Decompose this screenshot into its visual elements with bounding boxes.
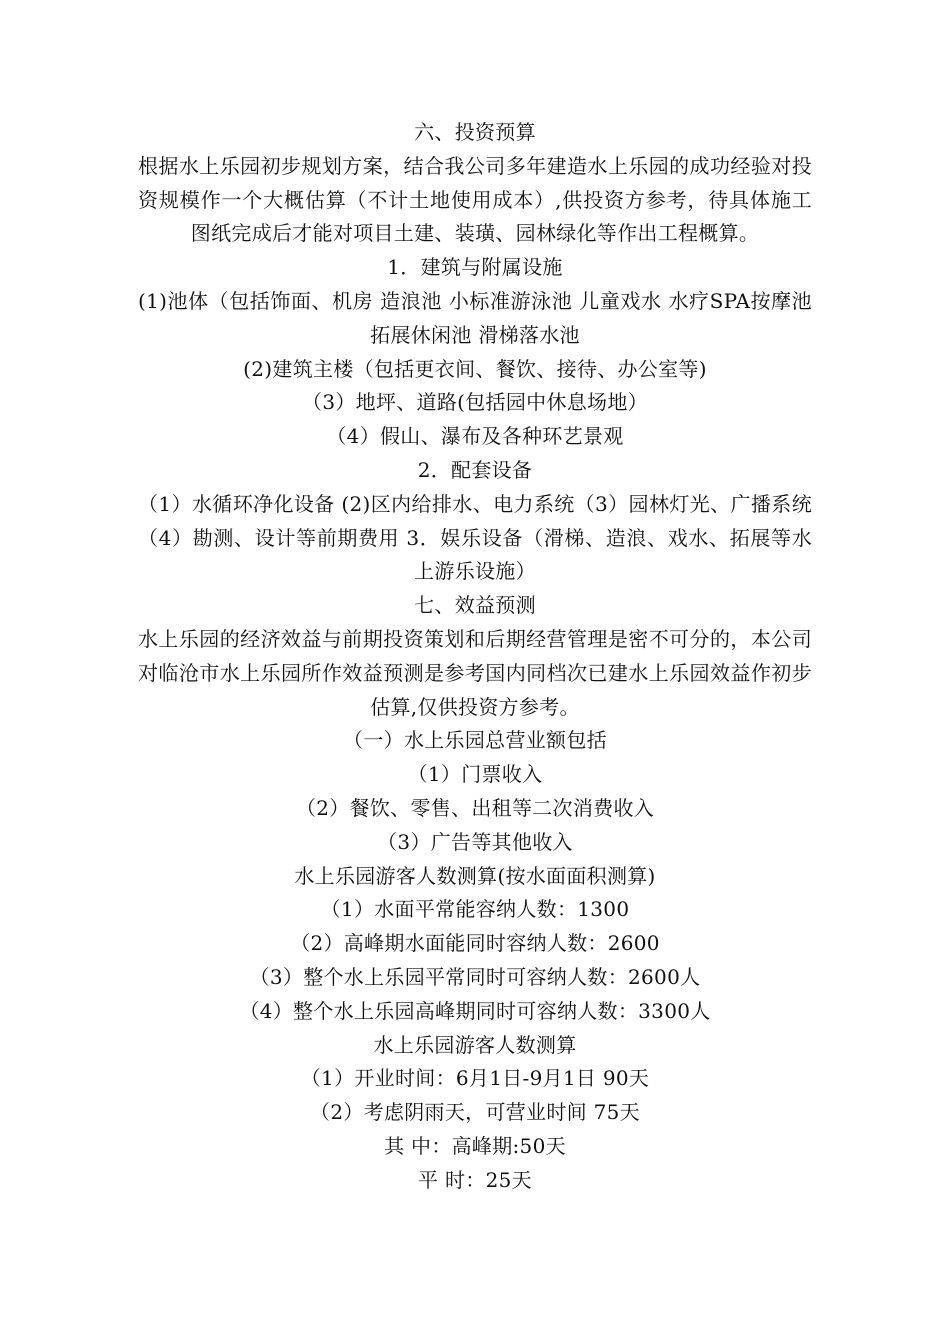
section-heading-benefit-forecast: 七、效益预测: [414, 593, 536, 618]
heading-buildings-facilities: 1．建筑与附属设施: [387, 255, 563, 280]
item-operating-days: （2）考虑阴雨天，可营业时间 75天: [310, 1100, 640, 1125]
item-park-normal-capacity: （3）整个水上乐园平常同时可容纳人数：2600人: [249, 964, 701, 989]
item-landscape: （4）假山、瀑布及各种环艺景观: [326, 424, 624, 449]
item-secondary-revenue: （2）餐饮、零售、出租等二次消费收入: [295, 795, 655, 820]
item-ad-revenue: （3）广告等其他收入: [377, 829, 573, 854]
item-peak-days: 其 中：高峰期:50天: [384, 1133, 566, 1158]
item-water-peak-capacity: （2）高峰期水面能同时容纳人数：2600: [290, 931, 660, 956]
item-ground-roads: （3）地坪、道路(包括园中休息场地）: [302, 390, 648, 415]
section-heading-investment-budget: 六、投资预算: [414, 120, 536, 144]
paragraph-equipment-list: （1）水循环净化设备 (2)区内给排水、电力系统（3）园林灯光、广播系统 （4）勘测、设计等前期费用 3．娱乐设备（滑梯、造浪、戏水、拓展等水上游乐设施）: [138, 491, 812, 584]
item-water-normal-capacity: （1）水面平常能容纳人数：1300: [320, 897, 630, 922]
paragraph-budget-intro: 根据水上乐园初步规划方案，结合我公司多年建造水上乐园的成功经验对投资规模作一个大概估算（不计土地使用成本）,供投资方参考，待具体施工图纸完成后才能对项目土建、装璜、园林绿化等作出工程概算。: [138, 153, 812, 246]
item-pools: (1)池体（包括饰面、机房 造浪池 小标准游泳池 儿童戏水 水疗SPA按摩池 拓展休闲池 滑梯落水池: [138, 288, 812, 347]
item-ticket-revenue: （1）门票收入: [407, 762, 543, 787]
item-normal-days: 平 时：25天: [418, 1167, 532, 1192]
heading-visitor-estimate-area: 水上乐园游客人数测算(按水面面积测算): [294, 863, 656, 888]
heading-visitor-estimate: 水上乐园游客人数测算: [373, 1032, 577, 1057]
item-opening-period: （1）开业时间：6月1日-9月1日 90天: [300, 1066, 650, 1091]
heading-total-revenue: （一）水上乐园总营业额包括: [343, 728, 607, 753]
heading-supporting-equipment: 2．配套设备: [417, 457, 533, 482]
document-page: [138, 116, 812, 1198]
item-park-peak-capacity: （4）整个水上乐园高峰期同时可容纳人数：3300人: [239, 998, 711, 1023]
item-main-building: (2)建筑主楼（包括更衣间、餐饮、接待、办公室等): [243, 356, 707, 381]
paragraph-benefit-intro: 水上乐园的经济效益与前期投资策划和后期经营管理是密不可分的，本公司对临沧市水上乐园所作效益预测是参考国内同档次已建水上乐园效益作初步估算,仅供投资方参考。: [138, 626, 812, 719]
